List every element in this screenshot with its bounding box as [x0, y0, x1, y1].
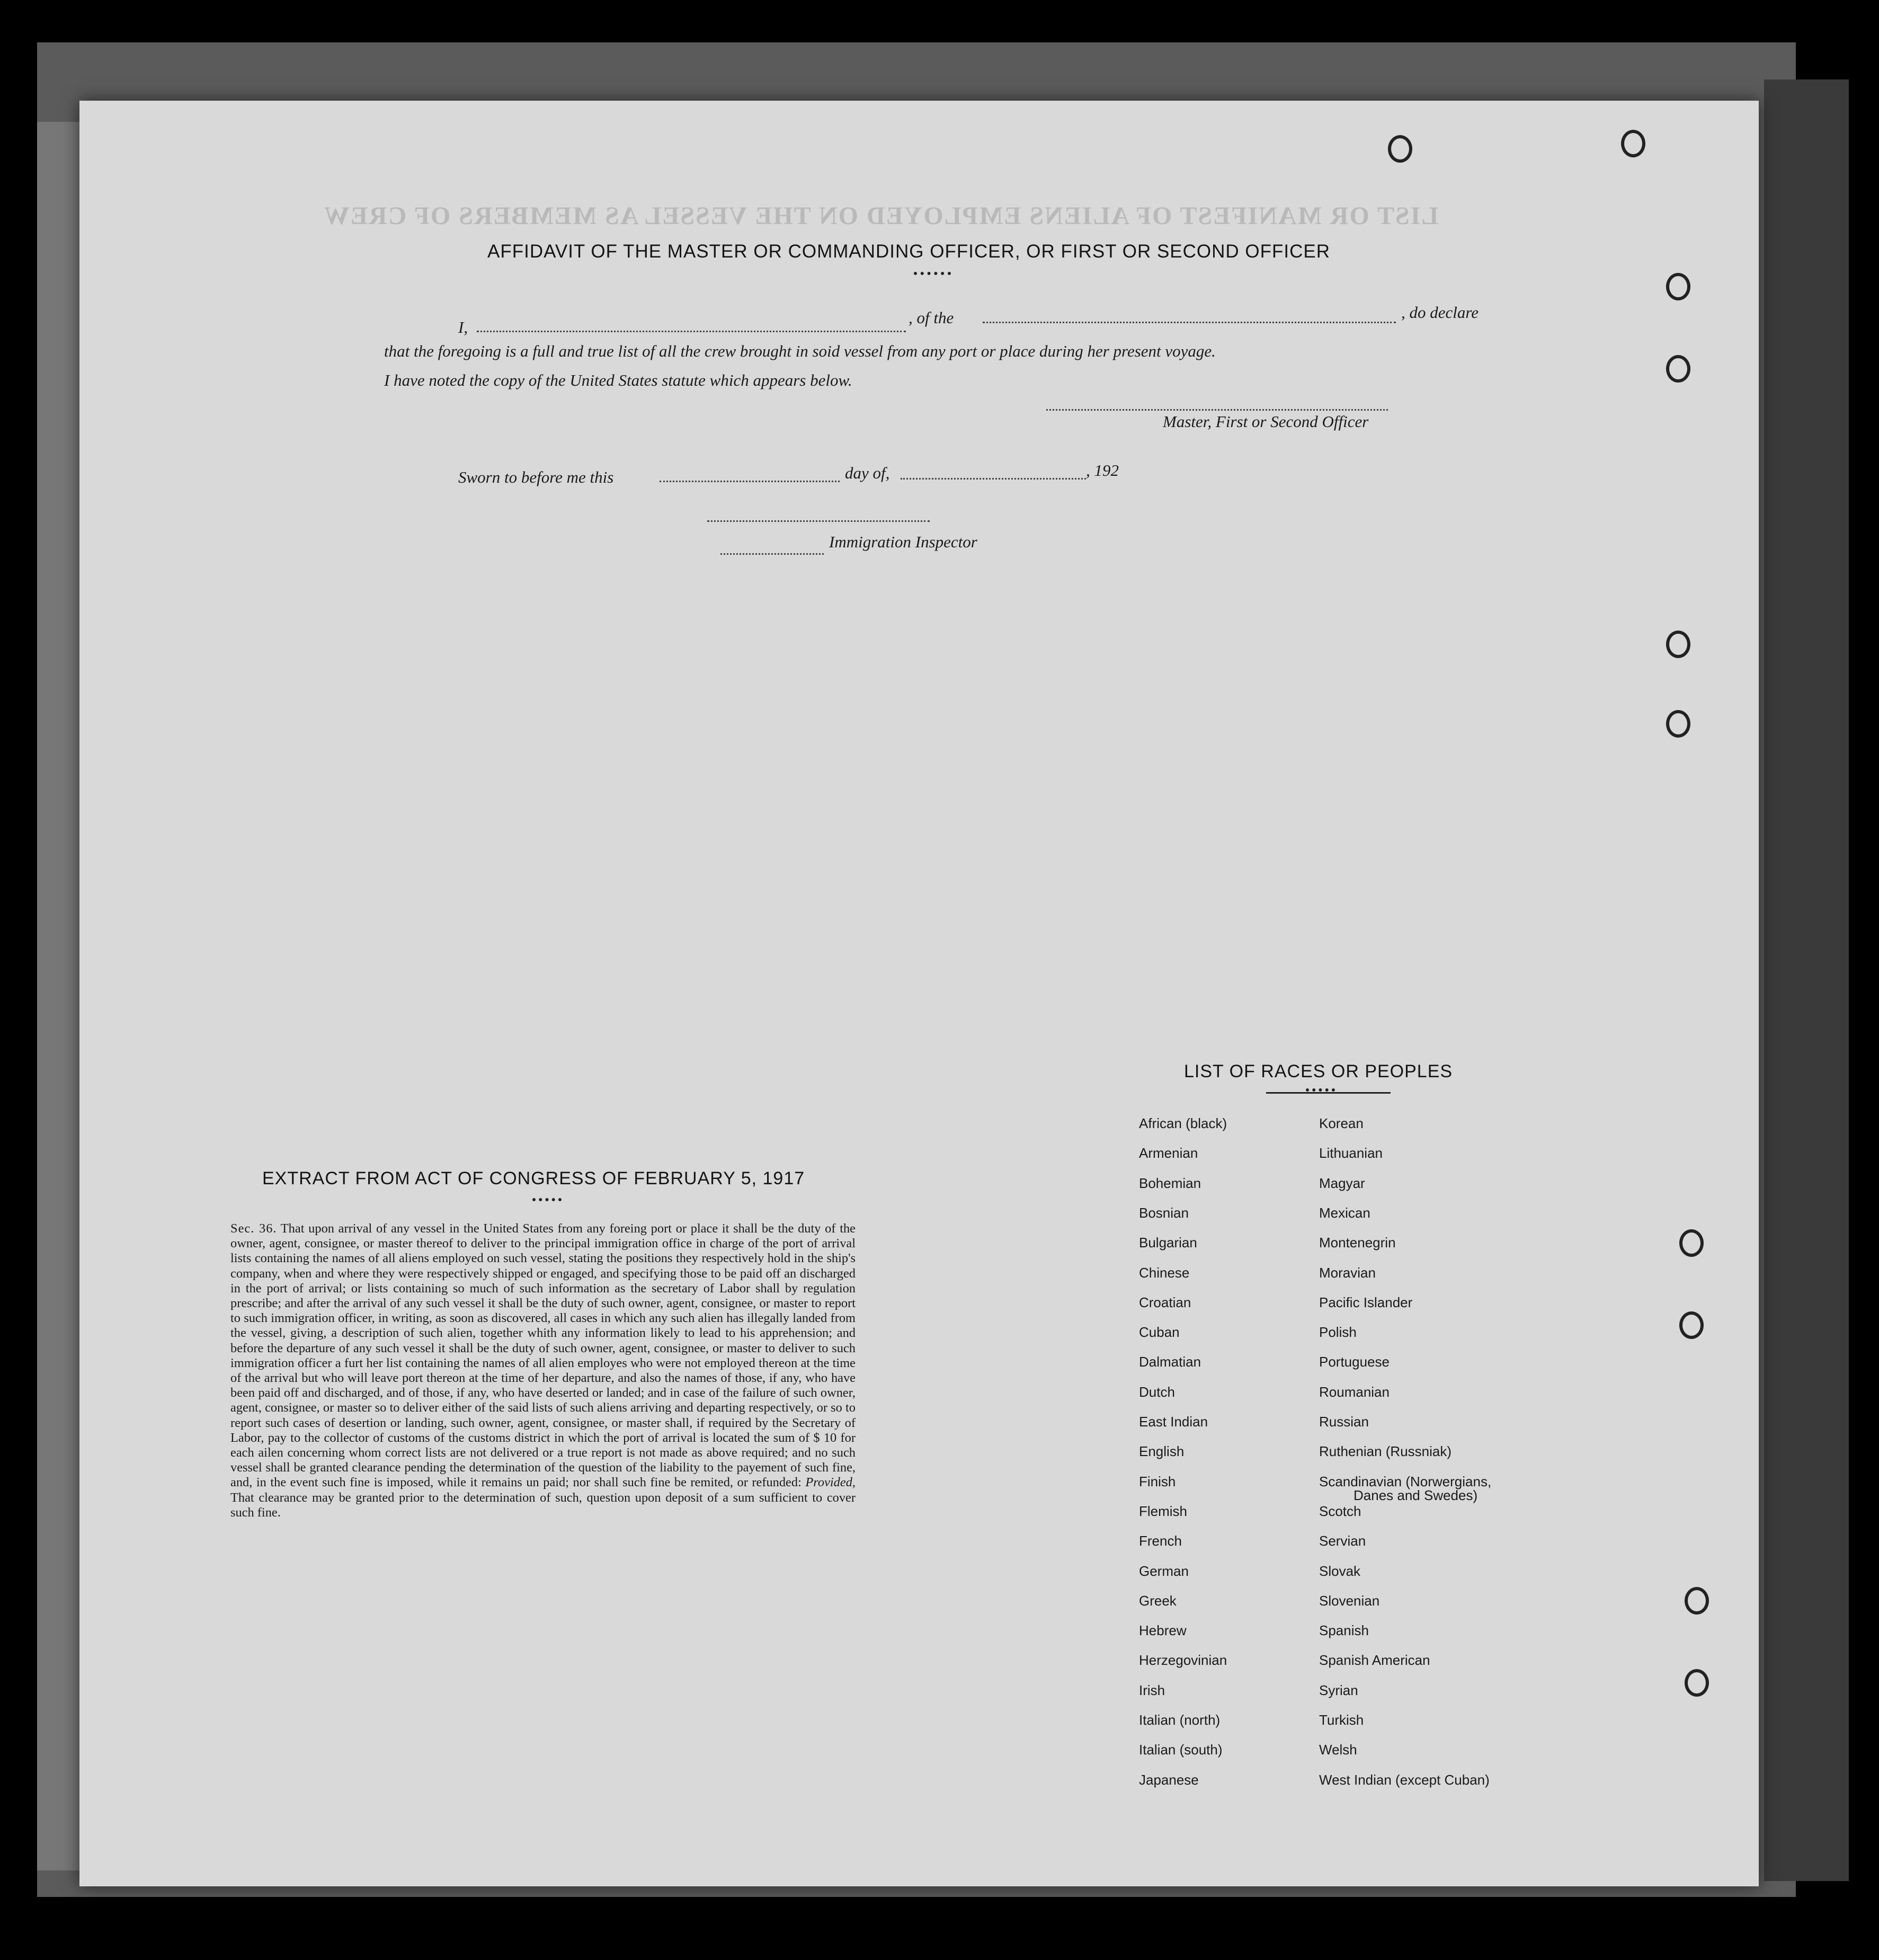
punch-hole	[1666, 631, 1690, 658]
race-item: German	[1139, 1563, 1189, 1579]
sworn-day-blank	[660, 480, 840, 482]
race-item: English	[1139, 1443, 1185, 1460]
inspector-label: Immigration Inspector	[829, 533, 977, 551]
race-item: Russian	[1319, 1414, 1369, 1430]
race-item: Scandinavian (Norwergians,	[1319, 1473, 1492, 1489]
races-title: LIST OF RACES OR PEOPLES	[1184, 1061, 1453, 1081]
title-ornament	[914, 268, 951, 275]
race-item: Roumanian	[1319, 1383, 1390, 1400]
inspector-blank-2	[720, 552, 824, 555]
punch-hole	[1621, 130, 1645, 157]
section-label: Sec. 36.	[230, 1221, 277, 1236]
race-item: Hebrew	[1139, 1622, 1187, 1639]
race-item: Flemish	[1139, 1503, 1188, 1519]
affidavit-i-label: I,	[458, 318, 468, 336]
month-blank	[901, 477, 1086, 480]
extract-ornament	[532, 1194, 562, 1201]
punch-hole	[1685, 1587, 1709, 1615]
punch-hole	[1388, 135, 1412, 163]
race-item: Slovak	[1319, 1563, 1361, 1579]
race-item: Servian	[1319, 1533, 1366, 1549]
races-title-underline	[1266, 1092, 1391, 1094]
race-item: Finish	[1139, 1473, 1176, 1489]
race-item: Irish	[1139, 1682, 1165, 1698]
day-of-label: day of,	[845, 464, 890, 482]
race-item: Turkish	[1319, 1712, 1364, 1728]
race-item: Bulgarian	[1139, 1235, 1197, 1251]
section-body-end: That clearance may be granted prior to the determination of such, question upon deposit of a sum sufficient to cover such fine.	[230, 1490, 856, 1520]
race-item: Pacific Islander	[1319, 1294, 1413, 1310]
race-item: Spanish American	[1319, 1652, 1430, 1669]
race-item: African (black)	[1139, 1115, 1227, 1131]
race-item: Korean	[1319, 1115, 1364, 1131]
affidavit-line-2: that the foregoing is a full and true list of all the crew brought in soid vessel from any port or place during her present voyage.	[384, 342, 1216, 360]
signature-blank	[1046, 408, 1388, 411]
race-item: Welsh	[1319, 1742, 1357, 1758]
race-item: French	[1139, 1533, 1182, 1549]
race-item: Bosnian	[1139, 1204, 1189, 1221]
right-backing-strip	[1764, 79, 1849, 1881]
race-item: Herzegovinian	[1139, 1652, 1227, 1669]
signature-label: Master, First or Second Officer	[1163, 412, 1369, 431]
provided-word: Provided,	[805, 1475, 856, 1490]
sworn-label: Sworn to before me this	[458, 468, 614, 486]
race-item: Greek	[1139, 1592, 1177, 1609]
punch-hole	[1679, 1311, 1704, 1339]
race-item: Magyar	[1319, 1175, 1365, 1191]
race-item: Polish	[1319, 1324, 1357, 1341]
race-item: West Indian (except Cuban)	[1319, 1771, 1490, 1788]
race-item: Syrian	[1319, 1682, 1358, 1698]
race-item: Slovenian	[1319, 1592, 1380, 1609]
punch-hole	[1679, 1229, 1704, 1257]
race-item: Italian (south)	[1139, 1742, 1223, 1758]
year-label: , 192	[1086, 461, 1119, 480]
race-item: Ruthenian (Russniak)	[1319, 1443, 1452, 1460]
affidavit-of-the-label: , of the	[909, 308, 954, 327]
punch-hole	[1685, 1669, 1709, 1697]
race-item: Moravian	[1319, 1264, 1376, 1281]
race-item: Chinese	[1139, 1264, 1190, 1281]
document-sheet	[79, 101, 1759, 1886]
race-item: Cuban	[1139, 1324, 1180, 1341]
section-body: That upon arrival of any vessel in the United States from any foreing port or place it shall be the duty of the owner, agent, consignee, or master thereof to deliver to the principal immigration office in charge of the port of arrival lists containing the names of all aliens employed on such vessel, stating the positions they respectively hold in the ship's company, when and where they were respectively shipped or engaged, and specifying those to be paid off an discharged in the port of arrival; or lists containing so much of such information as the secretary of Labor shall by regulation prescribe; and after the arrival of any such vessel it shall be the duty of such owner, agent, consignee, or master to report to such immigration officer, in writing, as soon as discovered, all cases in which any such alien has illegally landed from the vessel, giving, a description of such alien, together whith any information likely to lead to his apprehension; and before the departure of any such vessel it shall be the duty of such owner, agent, consignee, or master to deliver to such immigration officer a furt her list containing the names of all alien employes who were not employed thereon at the time of the arrival but who will leave port thereon at the time of her departure, and also the names of those, if any, who have been paid off and discharged, and of those, if any, who have deserted or landed; and in case of the failure of such owner, agent, consignee, or master so to deliver either of the said lists of such aliens arriving and departing respectively, or so to report such cases of desertion or landing, such owner, agent, consignee, or master shall, if required by the Secretary of Labor, pay to the collector of customs of the customs district in which the port of arrival is located the sum of $ 10 for each ailen concerning whom correct lists are not delivered or a true report is not made as above required; and no such vessel shall be granted clearance pending the determination of the question of the liability to the payement of such fine, and, in the event such fine is imposed, while it remains un paid; nor shall such fine be remited, or refunded:	[230, 1221, 856, 1490]
race-item: East Indian	[1139, 1414, 1208, 1430]
races-ornament	[1306, 1084, 1335, 1092]
race-item: Armenian	[1139, 1145, 1198, 1161]
act-section-36-text	[230, 1221, 856, 1520]
race-item: Spanish	[1319, 1622, 1369, 1639]
affidavit-title: AFFIDAVIT OF THE MASTER OR COMMANDING OFFICER, OR FIRST OR SECOND OFFICER	[487, 241, 1331, 262]
race-item: Italian (north)	[1139, 1712, 1221, 1728]
bleed-through-header: LIST OR MANIFEST OF ALIENS EMPLOYED ON THE VESSEL AS MEMBERS OF CREW	[323, 202, 1439, 230]
race-item: Dalmatian	[1139, 1354, 1201, 1370]
race-item: Lithuanian	[1319, 1145, 1383, 1161]
race-item: Mexican	[1319, 1204, 1370, 1221]
affidavit-declare-label: , do declare	[1401, 303, 1479, 322]
race-item: Croatian	[1139, 1294, 1191, 1310]
race-item: Scotch	[1319, 1503, 1361, 1519]
punch-hole	[1666, 710, 1690, 738]
name-blank	[477, 330, 906, 332]
extract-title: EXTRACT FROM ACT OF CONGRESS OF FEBRUARY 5, 1917	[262, 1168, 805, 1189]
punch-hole	[1666, 355, 1690, 383]
race-item: Dutch	[1139, 1383, 1175, 1400]
race-item: Portuguese	[1319, 1354, 1390, 1370]
affidavit-line-3: I have noted the copy of the United States statute which appears below.	[384, 371, 852, 389]
race-item: Bohemian	[1139, 1175, 1201, 1191]
race-item: Danes and Swedes)	[1353, 1487, 1478, 1503]
race-item: Montenegrin	[1319, 1235, 1396, 1251]
inspector-blank	[707, 519, 930, 522]
punch-hole	[1666, 273, 1690, 300]
vessel-blank	[983, 321, 1396, 323]
race-item: Japanese	[1139, 1771, 1199, 1788]
